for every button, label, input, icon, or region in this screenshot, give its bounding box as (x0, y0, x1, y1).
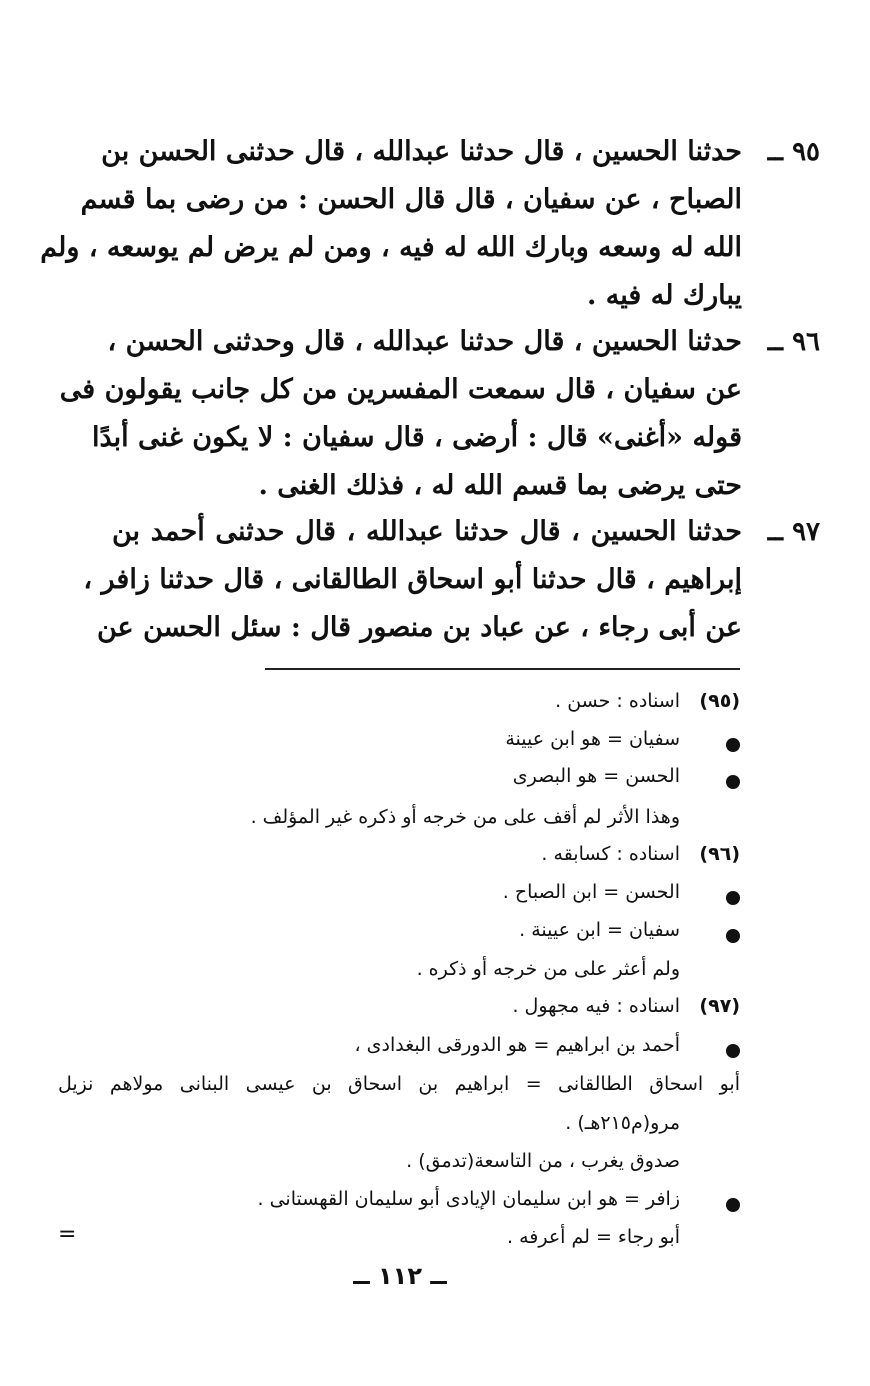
hadith-number: ٩٧ ــ (767, 517, 820, 547)
footnote-item: الحسن = ابن الصباح . (502, 881, 680, 903)
footnote-isnad: اسناده : فيه مجهول . (512, 995, 680, 1017)
footnote-item: الحسن = هو البصرى (512, 765, 680, 787)
bullet-icon (726, 775, 740, 789)
footnote-label: (٩٥) (699, 690, 740, 712)
footnote-line: أبو رجاء = لم أعرفه . (507, 1226, 680, 1248)
bullet-icon (726, 1198, 740, 1212)
text-line: حدثنا الحسين ، قال حدثنا عبدالله ، قال حدثنى أحمد بن (112, 516, 742, 547)
bullet-icon (726, 1044, 740, 1058)
footnote-item: أحمد بن ابراهيم = هو الدورقى البغدادى ، (354, 1034, 680, 1056)
text-line: قوله «أغنى» قال : أرضى ، قال سفيان : لا يكون غنى أبدًا (91, 422, 742, 453)
hadith-number: ٩٦ ــ (767, 327, 820, 357)
footnote-item: زافر = هو ابن سليمان الإيادى أبو سليمان القهستانى . (257, 1188, 680, 1210)
hadith-number: ٩٥ ــ (767, 137, 820, 167)
text-line: حدثنا الحسين ، قال حدثنا عبدالله ، قال حدثنى الحسن بن (101, 136, 742, 167)
footnote-label: (٩٧) (699, 995, 740, 1017)
footnote-item: سفيان = هو ابن عيينة (505, 728, 680, 750)
text-line: إبراهيم ، قال حدثنا أبو اسحاق الطالقانى ، قال حدثنا زافر ، (83, 564, 742, 595)
bullet-icon (726, 929, 740, 943)
text-line: حدثنا الحسين ، قال حدثنا عبدالله ، قال وحدثنى الحسن ، (107, 326, 742, 357)
text-line: يبارك له فيه . (586, 280, 742, 311)
footnote-item: سفيان = ابن عيينة . (519, 919, 680, 941)
footnote-note: ولم أعثر على من خرجه أو ذكره . (416, 958, 680, 980)
footnote-separator (265, 668, 740, 670)
hadith-text (59, 318, 742, 510)
text-line: الله له وسعه وبارك الله له فيه ، ومن لم يرض لم يوسعه ، ولم (40, 232, 742, 263)
bullet-icon (726, 738, 740, 752)
text-line: الصباح ، عن سفيان ، قال قال الحسن : من رضى بما قسم (80, 184, 742, 215)
footnote-label: (٩٦) (699, 843, 740, 865)
continuation-mark: = (58, 1222, 77, 1247)
footnote-line: مرو(م٢١٥هـ) . (565, 1112, 680, 1134)
footnote-line: أبو اسحاق الطالقانى = ابراهيم بن اسحاق بن عيسى البنانى مولاهم نزيل (58, 1073, 740, 1095)
hadith-text (83, 508, 742, 652)
page-number: ــ ١١٢ ــ (353, 1262, 447, 1290)
footnote-note: وهذا الأثر لم أقف على من خرجه أو ذكره غير المؤلف . (250, 806, 680, 828)
text-line: حتى يرضى بما قسم الله له ، فذلك الغنى . (258, 470, 742, 501)
footnote-line: صدوق يغرب ، من التاسعة(تدمق) . (406, 1150, 680, 1172)
footnote-isnad: اسناده : حسن . (555, 690, 680, 712)
hadith-text (40, 128, 742, 320)
text-line: عن سفيان ، قال سمعت المفسرين من كل جانب يقولون فى (59, 374, 742, 405)
text-line: عن أبى رجاء ، عن عباد بن منصور قال : سئل الحسن عن (97, 612, 742, 643)
footnote-isnad: اسناده : كسابقه . (541, 843, 680, 865)
bullet-icon (726, 891, 740, 905)
